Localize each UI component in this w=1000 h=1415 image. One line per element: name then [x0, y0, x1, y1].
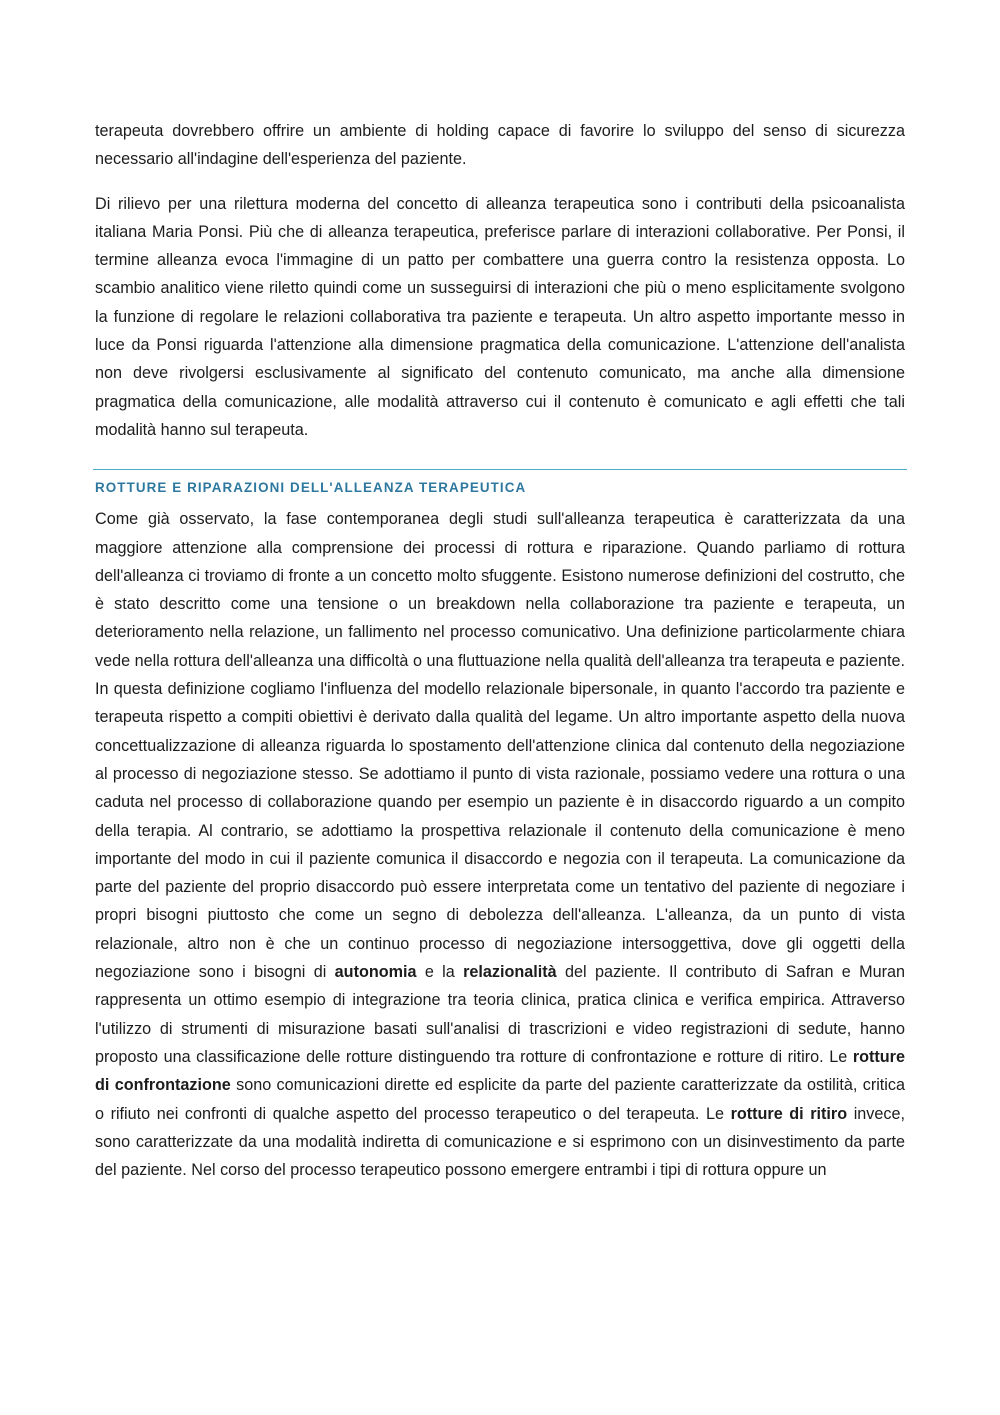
text-run: Come già osservato, la fase contemporanea degli studi sull'alleanza terapeutica è caratterizzata da una maggiore attenzione alla comprensione dei processi di rottura e riparazione. Quando parliamo di rottura dell'alleanza ci troviamo di fronte a un concetto molto sfuggente. Esistono numerose definizioni del costrutto, che è stato descritto come una tensione o un breakdown nella collaborazione tra paziente e terapeuta, un deterioramento nella relazione, un fallimento nel processo comunicativo. Una definizione particolarmente chiara vede nella rottura dell'alleanza una difficoltà o una fluttuazione nella qualità dell'alleanza tra terapeuta e paziente. In questa definizione cogliamo l'influenza del modello relazionale bipersonale, in quanto l'accordo tra paziente e terapeuta rispetto a compiti obiettivi è derivato dalla qualità del legame. Un altro importante aspetto della nuova concettualizzazione di alleanza riguarda lo spostamento dell'attenzione clinica dal contenuto della negoziazione al processo di negoziazione stesso. Se adottiamo il punto di vista razionale, possiamo vedere una rottura o una caduta nel processo di collaborazione quando per esempio un paziente è in disaccordo riguardo a un compito della terapia. Al contrario, se adottiamo la prospettiva relazionale il contenuto della comunicazione è meno importante del modo in cui il paziente comunica il disaccordo e negozia con il terapeuta. La comunicazione da parte del paziente del proprio disaccordo può essere interpretata come un tentativo del paziente di negoziare i propri bisogni piuttosto che come un segno di debolezza dell'alleanza. L'alleanza, da un punto di vista relazionale, altro non è che un continuo processo di negoziazione intersoggettiva, dove gli oggetti della negoziazione sono i bisogni di — [95, 510, 905, 982]
bold-term-autonomia: autonomia — [334, 963, 417, 982]
section-divider — [93, 469, 907, 470]
text-run: sono comunicazioni dirette ed esplicite da parte del paziente caratterizzate da ostilità, critica o rifiuto nei confronti di qualche aspetto del processo terapeutico o del terapeuta. Le — [95, 1076, 905, 1123]
paragraph-holding: terapeuta dovrebbero offrire un ambiente di holding capace di favorire lo sviluppo del senso di sicurezza necessario all'indagine dell'esperienza del paziente. — [95, 122, 905, 169]
document-page — [95, 117, 905, 1184]
bold-term-rotture-ritiro: rotture di ritiro — [730, 1104, 848, 1123]
bold-term-rotture-confrontazione: rotture di confrontazione — [95, 1047, 905, 1095]
section-heading: ROTTURE E RIPARAZIONI DELL'ALLEANZA TERAPEUTICA — [95, 480, 527, 496]
text-run: e la — [416, 963, 464, 982]
bold-term-relazionalita: relazionalità — [463, 963, 557, 982]
text-run: invece, sono caratterizzate da una modalità indiretta di comunicazione e si esprimono con un disinvestimento da parte del paziente. Nel corso del processo terapeutico possono emergere entrambi i tipi di rottura oppure un — [95, 1104, 905, 1180]
text-run: del paziente. Il contributo di Safran e Muran rappresenta un ottimo esempio di integrazione tra teoria clinica, pratica clinica e verifica empirica. Attraverso l'utilizzo di strumenti di misurazione basati sull'analisi di trascrizioni e video registrazioni di sedute, hanno proposto una classificazione delle rotture distinguendo tra rotture di confrontazione e rotture di ritiro. Le — [95, 963, 906, 1066]
paragraph-rotture — [95, 505, 905, 1184]
paragraph-ponsi: Di rilievo per una rilettura moderna del concetto di alleanza terapeutica sono i contributi della psicoanalista italiana Maria Ponsi. Più che di alleanza terapeutica, preferisce parlare di interazioni collaborative. Per Ponsi, il termine alleanza evoca l'immagine di un patto per combattere una guerra contro la resistenza opposta. Lo scambio analitico viene riletto quindi come un susseguirsi di interazioni che più o meno esplicitamente svolgono la funzione di regolare le relazioni collaborativa tra paziente e terapeuta. Un altro aspetto importante messo in luce da Ponsi riguarda l'attenzione alla dimensione pragmatica della comunicazione. L'attenzione dell'analista non deve rivolgersi esclusivamente al significato del contenuto comunicato, ma anche alla dimensione pragmatica della comunicazione, alle modalità attraverso cui il contenuto è comunicato e agli effetti che tali modalità hanno sul terapeuta. — [95, 194, 905, 439]
